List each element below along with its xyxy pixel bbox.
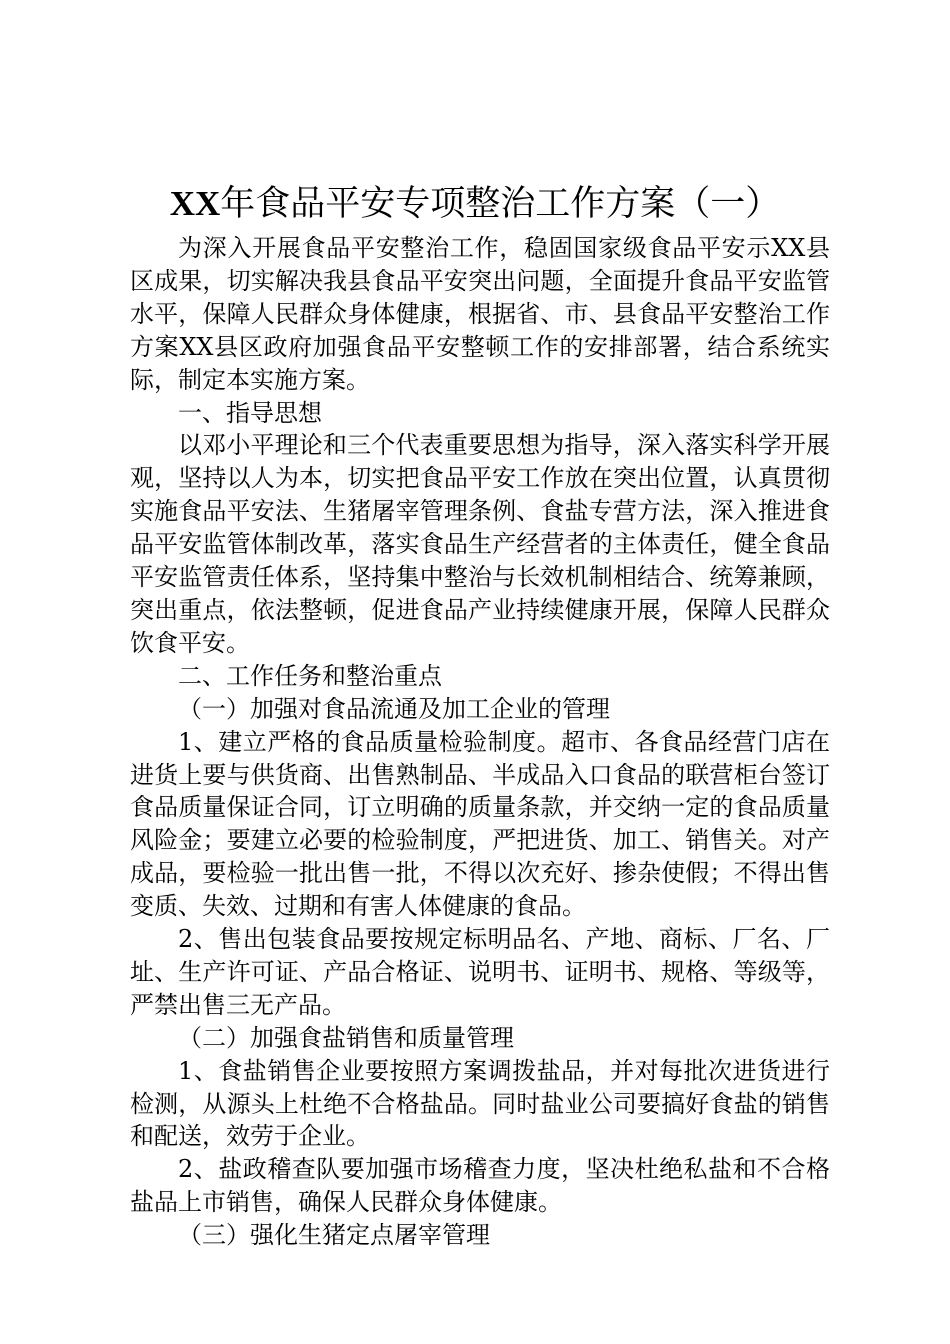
subsection-heading-slaughter: （三）强化生猪定点屠宰管理 bbox=[178, 1221, 490, 1250]
section-heading-guiding-ideology: 一、指导思想 bbox=[178, 398, 322, 427]
intro-paragraph: 为深入开展食品平安整治工作，稳固国家级食品平安示XX县区成果，切实解决我县食品平安突出问题，全面提升食品平安监管水平，保障人民群众身体健康，根据省、市、县食品平安整治工作方案XX县区政府加强食品平安整顿工作的安排部署，结合系统实际，制定本实施方案。 bbox=[130, 234, 830, 394]
guiding-ideology-paragraph: 以邓小平理论和三个代表重要思想为指导，深入落实科学开展观，坚持以人为本，切实把食品平安工作放在突出位置，认真贯彻实施食品平安法、生猪屠宰管理条例、食盐专营方法，深入推进食品平安监管体制改革，落实食品生产经营者的主体责任，健全食品平安监管责任体系，坚持集中整治与长效机制相结合、统筹兼顾，突出重点，依法整顿，促进食品产业持续健康开展，保障人民群众饮食平安。 bbox=[130, 431, 830, 657]
salt-item-1: 1、食盐销售企业要按照方案调拨盐品，并对每批次进货进行检测，从源头上杜绝不合格盐品。同时盐业公司要搞好食盐的销售和配送，效劳于企业。 bbox=[130, 1056, 830, 1151]
title-text: 年食品平安专项整治工作方案（一） bbox=[220, 184, 781, 224]
section-heading-tasks: 二、工作任务和整治重点 bbox=[178, 661, 442, 690]
subsection-heading-salt: （二）加强食盐销售和质量管理 bbox=[178, 1023, 514, 1052]
food-circulation-item-2: 2、售出包装食品要按规定标明品名、产地、商标、厂名、厂址、生产许可证、产品合格证、说明书、证明书、规格、等级等，严禁出售三无产品。 bbox=[130, 925, 830, 1019]
document-title bbox=[0, 178, 950, 230]
subsection-heading-food-circulation: （一）加强对食品流通及加工企业的管理 bbox=[178, 694, 610, 723]
salt-item-2: 2、盐政稽查队要加强市场稽查力度，坚决杜绝私盐和不合格盐品上市销售，确保人民群众身体健康。 bbox=[130, 1155, 830, 1217]
document-body bbox=[130, 232, 830, 1252]
title-prefix: XX bbox=[169, 184, 221, 223]
food-circulation-item-1: 1、建立严格的食品质量检验制度。超市、各食品经营门店在进货上要与供货商、出售熟制品、半成品入口食品的联营柜台签订食品质量保证合同，订立明确的质量条款，并交纳一定的食品质量风险金；要建立必要的检验制度，严把进货、加工、销售关。对产成品，要检验一批出售一批，不得以次充好、掺杂使假；不得出售变质、失效、过期和有害人体健康的食品。 bbox=[130, 727, 830, 921]
